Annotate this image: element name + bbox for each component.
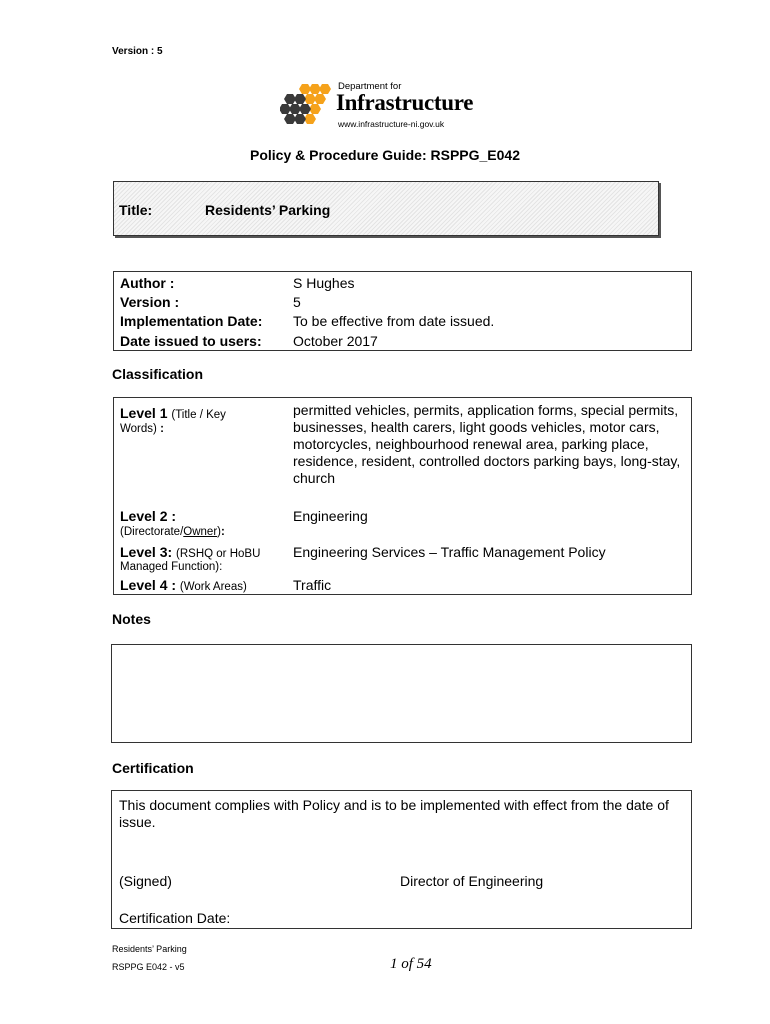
department-logo <box>280 78 495 130</box>
classification-heading: Classification <box>112 366 204 382</box>
level1-value: permitted vehicles, permits, application forms, special permits, businesses, health carers, light goods vehicles, motor cars, motorcycles, neighbourhood renewal area, parking place, residence, resident, controlled doctors parking bays, long-stay, church <box>293 402 681 486</box>
level3-sub: Managed Function): <box>120 561 223 573</box>
footer-page-number: 1 of 54 <box>390 956 432 972</box>
level3-value: Engineering Services – Traffic Management Policy <box>293 544 606 560</box>
level2-value: Engineering <box>293 508 368 524</box>
meta-key: Implementation Date: <box>120 313 263 329</box>
meta-key: Version : <box>120 294 180 310</box>
notes-heading: Notes <box>112 611 151 627</box>
document-meta-table <box>113 271 692 351</box>
level1-sub: Words) : <box>120 423 164 435</box>
version-header: Version : 5 <box>112 46 163 57</box>
logo-name: Infrastructure <box>336 90 474 115</box>
level2-key: Level 2 : <box>120 508 177 524</box>
signed-label: (Signed) <box>119 873 172 889</box>
title-box <box>113 181 659 236</box>
certification-text: This document complies with Policy and is to be implemented with effect from the date of issue. <box>119 797 669 830</box>
hexagon-cluster-icon <box>280 82 332 128</box>
title-value: Residents’ Parking <box>205 202 331 218</box>
meta-value: To be effective from date issued. <box>293 313 495 329</box>
level4-key: Level 4 : (Work Areas) <box>120 577 247 593</box>
certification-date-label: Certification Date: <box>119 910 231 926</box>
level4-value: Traffic <box>293 577 332 593</box>
guide-title: Policy & Procedure Guide: RSPPG_E042 <box>250 147 520 163</box>
level2-sub: (Directorate/Owner): <box>120 526 225 538</box>
director-label: Director of Engineering <box>400 873 544 889</box>
footer-doc-ref: RSPPG E042 - v5 <box>112 962 185 972</box>
meta-value: S Hughes <box>293 275 355 291</box>
footer-doc-name: Residents’ Parking <box>112 944 187 954</box>
level3-key: Level 3: (RSHQ or HoBU <box>120 544 261 560</box>
meta-value: 5 <box>293 294 301 310</box>
meta-value: October 2017 <box>293 333 378 349</box>
level1-key: Level 1 (Title / Key <box>120 405 226 421</box>
logo-url: www.infrastructure-ni.gov.uk <box>338 119 445 129</box>
certification-heading: Certification <box>112 760 194 776</box>
meta-key: Date issued to users: <box>120 333 262 349</box>
classification-table <box>113 397 692 595</box>
logo-dept-for: Department for <box>338 81 402 92</box>
title-label: Title: <box>119 202 153 218</box>
certification-box <box>111 790 692 929</box>
notes-box <box>111 644 692 743</box>
meta-key: Author : <box>120 275 175 291</box>
